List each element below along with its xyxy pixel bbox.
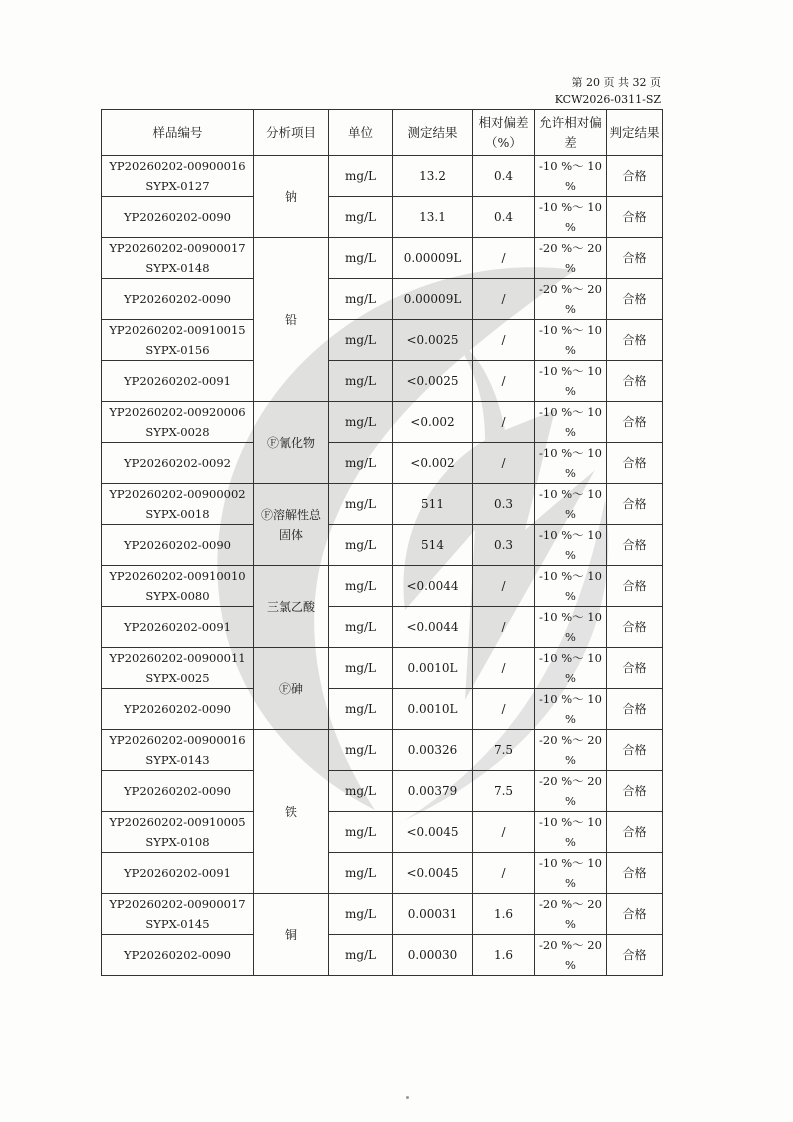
unit-cell: mg/L	[329, 156, 393, 197]
sample-id-cell: YP20260202-00900016 SYPX-0127	[102, 156, 254, 197]
sample-id-cell: YP20260202-00920006 SYPX-0028	[102, 402, 254, 443]
relative-deviation-cell: 0.3	[473, 484, 535, 525]
result-cell: <0.0025	[393, 361, 473, 402]
judgment-cell: 合格	[607, 648, 663, 689]
table-row	[102, 853, 663, 894]
relative-deviation-cell: /	[473, 607, 535, 648]
relative-deviation-cell: /	[473, 361, 535, 402]
result-cell: 0.00009L	[393, 238, 473, 279]
unit-cell: mg/L	[329, 771, 393, 812]
unit-cell: mg/L	[329, 566, 393, 607]
allowed-deviation-cell: -10 %～ 10 %	[535, 525, 607, 566]
analysis-item-cell: Ⓕ氰化物	[254, 402, 329, 484]
unit-cell: mg/L	[329, 853, 393, 894]
table-row	[102, 566, 663, 607]
result-cell: 0.0010L	[393, 689, 473, 730]
analysis-item-cell: Ⓕ溶解性总固体	[254, 484, 329, 566]
relative-deviation-cell: 7.5	[473, 771, 535, 812]
sample-id-cell: YP20260202-0090	[102, 935, 254, 976]
result-cell: 0.00030	[393, 935, 473, 976]
column-header: 单位	[329, 110, 393, 156]
allowed-deviation-cell: -10 %～ 10 %	[535, 648, 607, 689]
allowed-deviation-cell: -10 %～ 10 %	[535, 361, 607, 402]
allowed-deviation-cell: -10 %～ 10 %	[535, 607, 607, 648]
relative-deviation-cell: 1.6	[473, 894, 535, 935]
judgment-cell: 合格	[607, 935, 663, 976]
allowed-deviation-cell: -10 %～ 10 %	[535, 484, 607, 525]
result-cell: 0.00009L	[393, 279, 473, 320]
analysis-item-cell: 铁	[254, 730, 329, 894]
allowed-deviation-cell: -10 %～ 10 %	[535, 197, 607, 238]
sample-id-cell: YP20260202-00910015 SYPX-0156	[102, 320, 254, 361]
relative-deviation-cell: 1.6	[473, 935, 535, 976]
judgment-cell: 合格	[607, 566, 663, 607]
allowed-deviation-cell: -20 %～ 20 %	[535, 894, 607, 935]
judgment-cell: 合格	[607, 402, 663, 443]
judgment-cell: 合格	[607, 279, 663, 320]
relative-deviation-cell: /	[473, 566, 535, 607]
judgment-cell: 合格	[607, 320, 663, 361]
result-cell: <0.0045	[393, 812, 473, 853]
sample-id-cell: YP20260202-00900017 SYPX-0148	[102, 238, 254, 279]
report-number: KCW2026-0311-SZ	[554, 93, 661, 106]
unit-cell: mg/L	[329, 525, 393, 566]
table-row	[102, 689, 663, 730]
allowed-deviation-cell: -20 %～ 20 %	[535, 771, 607, 812]
relative-deviation-cell: /	[473, 812, 535, 853]
relative-deviation-cell: /	[473, 648, 535, 689]
allowed-deviation-cell: -10 %～ 10 %	[535, 320, 607, 361]
unit-cell: mg/L	[329, 197, 393, 238]
table-row	[102, 443, 663, 484]
relative-deviation-cell: /	[473, 689, 535, 730]
sample-id-cell: YP20260202-0090	[102, 689, 254, 730]
unit-cell: mg/L	[329, 402, 393, 443]
result-cell: 0.00326	[393, 730, 473, 771]
table-row	[102, 361, 663, 402]
page-info: 第 20 页 共 32 页	[571, 76, 661, 89]
allowed-deviation-cell: -10 %～ 10 %	[535, 853, 607, 894]
table-body	[102, 156, 663, 976]
table-row	[102, 197, 663, 238]
result-cell: <0.0044	[393, 566, 473, 607]
allowed-deviation-cell: -10 %～ 10 %	[535, 689, 607, 730]
unit-cell: mg/L	[329, 607, 393, 648]
table-row	[102, 730, 663, 771]
sample-id-cell: YP20260202-00900016 SYPX-0143	[102, 730, 254, 771]
unit-cell: mg/L	[329, 320, 393, 361]
table-row	[102, 484, 663, 525]
result-cell: <0.002	[393, 443, 473, 484]
judgment-cell: 合格	[607, 443, 663, 484]
column-header: 允许相对偏差	[535, 110, 607, 156]
allowed-deviation-cell: -10 %～ 10 %	[535, 812, 607, 853]
table-row	[102, 238, 663, 279]
relative-deviation-cell: /	[473, 443, 535, 484]
relative-deviation-cell: /	[473, 402, 535, 443]
page-header	[555, 74, 661, 108]
judgment-cell: 合格	[607, 525, 663, 566]
unit-cell: mg/L	[329, 238, 393, 279]
result-cell: 514	[393, 525, 473, 566]
result-cell: <0.002	[393, 402, 473, 443]
analysis-item-cell: Ⓕ砷	[254, 648, 329, 730]
table-row	[102, 279, 663, 320]
table-row	[102, 935, 663, 976]
allowed-deviation-cell: -10 %～ 10 %	[535, 443, 607, 484]
allowed-deviation-cell: -10 %～ 10 %	[535, 156, 607, 197]
result-cell: 13.1	[393, 197, 473, 238]
judgment-cell: 合格	[607, 730, 663, 771]
judgment-cell: 合格	[607, 197, 663, 238]
analysis-item-cell: 铅	[254, 238, 329, 402]
judgment-cell: 合格	[607, 361, 663, 402]
sample-id-cell: YP20260202-00900002 SYPX-0018	[102, 484, 254, 525]
relative-deviation-cell: 7.5	[473, 730, 535, 771]
column-header: 样品编号	[102, 110, 254, 156]
judgment-cell: 合格	[607, 853, 663, 894]
judgment-cell: 合格	[607, 156, 663, 197]
judgment-cell: 合格	[607, 689, 663, 730]
judgment-cell: 合格	[607, 894, 663, 935]
relative-deviation-cell: /	[473, 279, 535, 320]
sample-id-cell: YP20260202-0091	[102, 607, 254, 648]
unit-cell: mg/L	[329, 279, 393, 320]
sample-id-cell: YP20260202-0090	[102, 771, 254, 812]
allowed-deviation-cell: -20 %～ 20 %	[535, 279, 607, 320]
table-row	[102, 812, 663, 853]
sample-id-cell: YP20260202-00910010 SYPX-0080	[102, 566, 254, 607]
unit-cell: mg/L	[329, 689, 393, 730]
table-row	[102, 156, 663, 197]
allowed-deviation-cell: -20 %～ 20 %	[535, 730, 607, 771]
result-cell: 13.2	[393, 156, 473, 197]
sample-id-cell: YP20260202-0090	[102, 197, 254, 238]
analysis-item-cell: 铜	[254, 894, 329, 976]
result-cell: 0.00031	[393, 894, 473, 935]
relative-deviation-cell: 0.4	[473, 156, 535, 197]
judgment-cell: 合格	[607, 771, 663, 812]
judgment-cell: 合格	[607, 484, 663, 525]
sample-id-cell: YP20260202-0090	[102, 279, 254, 320]
allowed-deviation-cell: -10 %～ 10 %	[535, 402, 607, 443]
result-cell: 511	[393, 484, 473, 525]
sample-id-cell: YP20260202-00900011 SYPX-0025	[102, 648, 254, 689]
table-row	[102, 894, 663, 935]
table-row	[102, 607, 663, 648]
relative-deviation-cell: 0.3	[473, 525, 535, 566]
unit-cell: mg/L	[329, 730, 393, 771]
table-row	[102, 320, 663, 361]
result-cell: <0.0044	[393, 607, 473, 648]
unit-cell: mg/L	[329, 484, 393, 525]
analysis-item-cell: 三氯乙酸	[254, 566, 329, 648]
result-cell: <0.0025	[393, 320, 473, 361]
page-dot	[406, 1096, 409, 1099]
unit-cell: mg/L	[329, 894, 393, 935]
unit-cell: mg/L	[329, 812, 393, 853]
unit-cell: mg/L	[329, 361, 393, 402]
allowed-deviation-cell: -10 %～ 10 %	[535, 566, 607, 607]
judgment-cell: 合格	[607, 812, 663, 853]
unit-cell: mg/L	[329, 443, 393, 484]
relative-deviation-cell: 0.4	[473, 197, 535, 238]
table-row	[102, 525, 663, 566]
table-header-row	[102, 110, 663, 156]
relative-deviation-cell: /	[473, 320, 535, 361]
sample-id-cell: YP20260202-0091	[102, 361, 254, 402]
table-row	[102, 648, 663, 689]
relative-deviation-cell: /	[473, 238, 535, 279]
relative-deviation-cell: /	[473, 853, 535, 894]
results-table	[101, 109, 663, 976]
allowed-deviation-cell: -20 %～ 20 %	[535, 238, 607, 279]
judgment-cell: 合格	[607, 607, 663, 648]
unit-cell: mg/L	[329, 648, 393, 689]
sample-id-cell: YP20260202-00910005 SYPX-0108	[102, 812, 254, 853]
unit-cell: mg/L	[329, 935, 393, 976]
result-cell: <0.0045	[393, 853, 473, 894]
column-header: 判定结果	[607, 110, 663, 156]
sample-id-cell: YP20260202-0090	[102, 525, 254, 566]
sample-id-cell: YP20260202-0092	[102, 443, 254, 484]
judgment-cell: 合格	[607, 238, 663, 279]
table-row	[102, 771, 663, 812]
result-cell: 0.0010L	[393, 648, 473, 689]
result-cell: 0.00379	[393, 771, 473, 812]
sample-id-cell: YP20260202-0091	[102, 853, 254, 894]
allowed-deviation-cell: -20 %～ 20 %	[535, 935, 607, 976]
column-header: 测定结果	[393, 110, 473, 156]
table-row	[102, 402, 663, 443]
analysis-item-cell: 钠	[254, 156, 329, 238]
column-header: 分析项目	[254, 110, 329, 156]
sample-id-cell: YP20260202-00900017 SYPX-0145	[102, 894, 254, 935]
column-header: 相对偏差（%）	[473, 110, 535, 156]
